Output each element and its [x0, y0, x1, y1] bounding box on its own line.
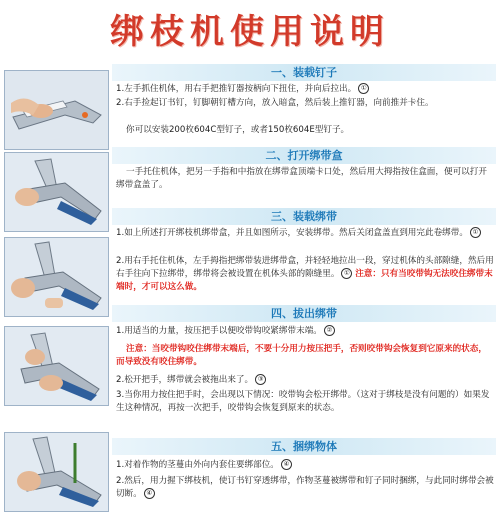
- tool-pulling-tape-photo: [4, 326, 109, 406]
- section-5-step-1: [116, 459, 494, 472]
- section-1-note: [126, 124, 500, 137]
- warning-note: 注意：只有当咬带钩无法咬住绑带末端时，才可以这么做。: [116, 269, 493, 292]
- section-4-step-1: [116, 325, 494, 338]
- paragraph-text: 2.右手捡起订书钉，钉脚朝钉槽方向，放入暗盒，然后装上推钉器，向前推并卡住。: [116, 98, 434, 108]
- page-title: 绑枝机使用说明: [110, 12, 390, 52]
- paragraph-text: 2.松开把手，绑带就会被拖出来了。: [116, 375, 254, 385]
- section-2-text: [116, 166, 494, 192]
- tool-open-tape-box-photo: [4, 152, 109, 232]
- section-heading-pull-tape: 四、拔出绑带: [112, 305, 496, 322]
- warning-note: 注意：当咬带钩咬住绑带末端后，不要十分用力按压把手，否则咬带钩会恢复到它原来的状态，而导致没有咬住绑带。: [116, 344, 487, 367]
- section-1-step-2: [116, 97, 494, 110]
- section-heading-load-staples: 一、装载钉子: [112, 64, 496, 81]
- step-marker: ④: [144, 488, 155, 499]
- paragraph-text: 一手托住机体，把另一手指和中指放在绑带盒顶端卡口处，然后用大拇指按住盒面，便可以打开绑带盒盖了。: [116, 167, 487, 190]
- section-5-step-2: [116, 475, 494, 501]
- paragraph-text: 1.用适当的力量，按压把手以便咬带钩咬紧绑带末端。: [116, 326, 322, 336]
- paragraph-text: 1.如上所述打开绑枝机绑带盒，并且如图所示，安装绑带。然后关闭盒盖直到用完此卷绑带。: [116, 228, 468, 238]
- section-heading-load-tape: 三、装载绑带: [112, 208, 496, 225]
- tool-loading-staples-photo: [4, 70, 109, 150]
- section-1-step-1: [116, 83, 494, 96]
- tool-loading-tape-photo: [4, 237, 109, 317]
- paragraph-text: 3.当你用力按住把手时，会出现以下情况：咬带钩会松开绑带。（这对于绑枝是没有问题的）如果发生这种情况，再按一次把手，咬带钩会恢复到原来的状态。: [116, 390, 490, 413]
- step-marker: ③: [255, 374, 266, 385]
- section-3-step-2: [116, 255, 494, 294]
- step-marker: ④: [281, 459, 292, 470]
- section-4-step-2: [116, 374, 494, 387]
- tool-tying-photo: [4, 432, 109, 512]
- paragraph-text: 1.左手抓住机体，用右手把推钉器按柄向下扭住，并向后拉出。: [116, 84, 357, 94]
- paragraph-text: 2.用右手托住机体，左手拇指把绑带装进绑带盒，并轻轻地拉出一段，穿过机体的头部隙缝，然后用右手往向下拉绑带，绑带将会被设置在机体头部的隙缝里。: [116, 256, 494, 279]
- step-marker: ①: [341, 268, 352, 279]
- step-marker: ①: [470, 227, 481, 238]
- section-heading-tie-object: 五、捆绑物体: [112, 438, 496, 455]
- step-marker: ②: [324, 325, 335, 336]
- section-4-step-3: [116, 389, 494, 415]
- section-4-warning: [116, 343, 494, 369]
- section-heading-open-tape-box: 二、打开绑带盒: [112, 147, 496, 164]
- section-3-step-1: [116, 227, 494, 240]
- step-marker: ①: [358, 83, 369, 94]
- paragraph-text: 2.然后，用力握下绑枝机，使订书钉穿透绑带，作物茎蔓被绑带和钉子同时捆绑，与此同时绑带会被切断。: [116, 476, 494, 499]
- paragraph-text: 1.对着作物的茎蔓由外向内套住要绑部位。: [116, 460, 279, 470]
- paragraph-text: 你可以安装200枚604C型钉子，或者150枚604E型钉子。: [126, 125, 350, 135]
